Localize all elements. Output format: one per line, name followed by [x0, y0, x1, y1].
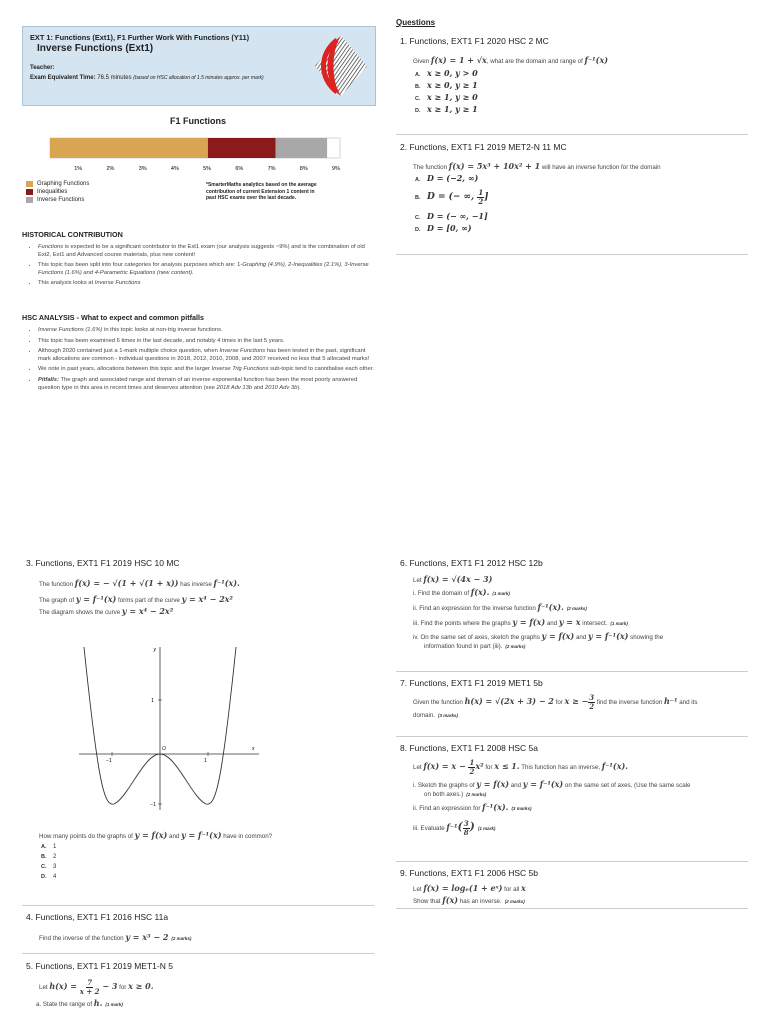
f1-functions-chart: [48, 134, 348, 178]
part-ii: [400, 802, 744, 814]
tick-label: 9%: [332, 166, 340, 172]
legend-label: Inequalities: [37, 189, 68, 195]
legend-label: Graphing Functions: [37, 181, 90, 187]
math: h.: [93, 998, 103, 1008]
text: Show that: [413, 898, 443, 905]
math: f⁻¹: [446, 822, 458, 833]
historical-bullet-2: [38, 262, 378, 277]
question-7: [400, 678, 744, 721]
legend-item: [26, 196, 89, 204]
question-show: [400, 895, 744, 907]
bullet-em: 2018 Adv 13b: [216, 384, 253, 391]
text: This function has an inverse,: [519, 764, 602, 772]
math: f(x).: [470, 587, 490, 597]
math: x ≥ −: [564, 696, 589, 707]
math: − 3: [99, 981, 118, 992]
option-a[interactable]: [400, 173, 744, 185]
text: and: [167, 833, 182, 840]
option-letter: C.: [415, 215, 421, 221]
historical-bullet-1: [38, 244, 378, 259]
option-text: x ≥ 1, y ≥ 1: [427, 104, 478, 114]
bullet-em: Inverse Trig Functions: [211, 366, 269, 373]
text: i. Sketch the graphs of: [413, 782, 477, 789]
math: y = f(x): [512, 617, 546, 627]
divider: [396, 908, 748, 909]
text: for: [117, 984, 129, 992]
option-letter: A.: [415, 177, 421, 183]
questions-title: Questions: [396, 18, 436, 27]
divider: [396, 861, 748, 862]
course-line: EXT 1: Functions (Ext1), F1 Further Work With Functions (Y11): [30, 33, 250, 42]
math: y = f⁻¹(x): [75, 594, 117, 604]
question-heading: 6. Functions, EXT1 F1 2012 HSC 12b: [400, 558, 543, 568]
text: iii. Evaluate: [413, 825, 447, 833]
mark-allocation: (2 marks): [466, 792, 487, 797]
axis-label-y: y: [153, 647, 156, 653]
quartic-graph: [74, 642, 264, 812]
page-title: Inverse Functions (Ext1): [37, 43, 154, 54]
option-a[interactable]: [415, 68, 744, 80]
axis-label-x: x: [252, 746, 255, 752]
option-text: x ≥ 1, y ≥ 0: [427, 92, 478, 102]
math: f(x) = x −: [423, 761, 469, 772]
mark-allocation: (2 marks): [505, 644, 526, 649]
math: y = x⁴ − 2x²: [181, 594, 233, 604]
question-3-ask: [39, 830, 369, 882]
question-1: [400, 36, 744, 116]
option-text: D = (−2, ∞): [427, 173, 479, 183]
option-letter: B.: [415, 195, 421, 202]
text: has an inverse.: [458, 898, 502, 905]
denominator: 2: [469, 767, 475, 776]
tick-label-neg1: −1: [106, 758, 112, 764]
denominator: 2: [589, 702, 595, 711]
legend-swatch: [26, 197, 33, 203]
bullet-em: Pitfalls:: [38, 376, 59, 383]
text: for all: [502, 886, 521, 893]
tick-label: 1%: [74, 166, 83, 172]
option-c[interactable]: [41, 862, 369, 872]
text: and: [545, 620, 559, 627]
math: y = f⁻¹(x): [587, 631, 629, 641]
option-text: D = (− ∞, −1]: [427, 211, 488, 221]
text: , what are the domain and range of: [486, 58, 585, 65]
option-d[interactable]: [400, 223, 744, 235]
text: iii. Find the points where the graphs: [413, 620, 513, 627]
fraction: [463, 820, 470, 837]
bullet-text: is expected to be a significant contributor to the Ext1 exam (our analysis suggests ~9%) and is the combination of old Ext2, Ext1 and Advanced course materials, plus new content!: [38, 244, 365, 258]
math: y = f⁻¹(x): [181, 830, 222, 840]
math: y = f⁻¹(x): [522, 779, 564, 789]
text: iv. On the same set of axes, sketch the graphs: [413, 634, 542, 641]
question-stem: [26, 979, 370, 996]
bullet-em: Inverse Functions: [219, 348, 266, 355]
analysis-bullet-1: [38, 327, 378, 335]
text: for: [553, 699, 565, 707]
question-heading: 1. Functions, EXT1 F1 2020 HSC 2 MC: [400, 36, 549, 46]
tick-label: 5%: [203, 166, 212, 172]
math: f⁻¹(x): [584, 55, 609, 65]
tick-label: 8%: [299, 166, 308, 172]
mark-allocation: (1 mark): [105, 1002, 123, 1007]
option-text: ]: [484, 192, 489, 203]
mark-allocation: (2 marks): [504, 899, 525, 904]
legend-item: [26, 188, 89, 196]
analysis-bullet-2: [38, 338, 378, 346]
mark-allocation: (3 marks): [438, 713, 459, 718]
stem-line-2: [26, 594, 370, 606]
text: and: [509, 782, 523, 789]
bullet-text: in this topic looks at non-trig inverse functions.: [102, 327, 223, 333]
question-heading: 2. Functions, EXT1 F1 2019 MET2-N 11 MC: [400, 142, 567, 152]
question-3: [26, 558, 370, 618]
math: y = x⁴ − 2x²: [121, 606, 174, 616]
divider: [22, 905, 374, 906]
question-heading: 3. Functions, EXT1 F1 2019 HSC 10 MC: [26, 558, 180, 568]
text: Let: [413, 886, 424, 893]
tick-label: 2%: [106, 166, 115, 172]
question-2: [400, 142, 744, 235]
historical-list: [28, 244, 378, 291]
part-i: [400, 587, 744, 599]
text: will have an inverse function for the domain: [540, 164, 661, 171]
part-iv: [400, 632, 744, 651]
denominator: 2: [478, 197, 484, 206]
option-text: x ≥ 0, y > 0: [427, 68, 478, 78]
text: Given: [413, 58, 431, 65]
text: have in common?: [221, 833, 273, 840]
stem-line-1: [26, 578, 370, 590]
question-ask: [39, 830, 369, 842]
math: f⁻¹(x).: [601, 761, 629, 772]
exam-value: 76.5 minutes: [97, 75, 132, 81]
bullet-text: We note in past years, allocations between this topic and the larger: [38, 366, 212, 373]
tick-label-yneg1: −1: [150, 802, 156, 808]
chart-note: *SmarterMaths analytics based on the average contribution of current Extension 1 content in past HSC exams over the last decade.: [206, 182, 317, 201]
historical-heading: HISTORICAL CONTRIBUTION: [22, 230, 123, 239]
option-letter: B.: [415, 84, 421, 90]
question-stem: [400, 759, 744, 776]
text: domain.: [413, 712, 436, 719]
option-letter: A.: [41, 844, 47, 850]
chart-title: F1 Functions: [170, 116, 226, 126]
text: i. Find the domain of: [413, 590, 471, 597]
question-heading: 7. Functions, EXT1 F1 2019 MET1 5b: [400, 678, 543, 688]
text: a. State the range of: [36, 1001, 94, 1008]
paren: (: [457, 820, 463, 834]
legend-label: Inverse Functions: [37, 197, 85, 203]
stem-line-3: [26, 606, 370, 618]
text: intersect.: [580, 620, 608, 627]
bullet-text: and: [252, 384, 265, 391]
mark-allocation: (1 mark): [477, 826, 496, 832]
tick-label-1: 1: [204, 758, 207, 764]
question-heading: 8. Functions, EXT1 F1 2008 HSC 5a: [400, 743, 538, 753]
legend-swatch: [26, 181, 33, 187]
part-iii: [400, 617, 744, 629]
question-heading: 9. Functions, EXT1 F1 2006 HSC 5b: [400, 868, 538, 878]
math: f(x) = √(4x − 3): [423, 574, 493, 584]
header-box: [22, 26, 376, 106]
question-stem: [400, 694, 744, 711]
analysis-bullet-4: [38, 366, 378, 374]
question-heading: 5. Functions, EXT1 F1 2019 MET1-N 5: [26, 961, 173, 971]
math: y = f(x): [134, 830, 168, 840]
option-letter: B.: [41, 854, 47, 860]
question-8: [400, 743, 744, 837]
option-c[interactable]: [415, 92, 744, 104]
bullet-em: Inverse Functions: [94, 280, 141, 287]
tick-label-y1: 1: [151, 698, 154, 704]
text: on both axes.): [424, 791, 464, 798]
text: Given the function: [413, 699, 465, 707]
text: The function: [413, 164, 449, 171]
tick-label: 3%: [138, 166, 147, 172]
math: x ≤ 1.: [494, 761, 520, 772]
paren: ): [469, 820, 475, 834]
fraction: [80, 979, 100, 996]
math: y = f(x): [541, 631, 575, 641]
math: f⁻¹(x).: [537, 602, 564, 612]
question-6: [400, 558, 744, 651]
text: has inverse: [178, 581, 214, 588]
page-2: [0, 512, 768, 1024]
math: f(x) = − √(1 + √(1 + x)): [74, 578, 179, 588]
option-text: 4: [53, 874, 57, 880]
bullet-em: Graphing (4.9%), 2-Inequalities (2.1%), 3-Inverse Functions (1.6%) and 4-Parametric Equations (new content).: [38, 262, 369, 276]
option-letter: A.: [415, 72, 421, 78]
option-a[interactable]: [41, 842, 369, 852]
question-stem-cont: [400, 711, 744, 721]
option-list: [400, 68, 744, 116]
math: x ≥ 0.: [128, 981, 154, 992]
math: y = x: [558, 617, 581, 627]
option-letter: C.: [415, 96, 421, 102]
option-text: 3: [53, 864, 57, 870]
bullet-text: This analysis looks at: [38, 280, 95, 287]
option-list: [39, 842, 369, 882]
divider: [396, 134, 748, 135]
option-b[interactable]: [415, 80, 744, 92]
bullet-text: Although 2020 contained just a 1-mark multiple choice question, when: [38, 348, 220, 355]
math: x²: [475, 761, 484, 772]
logo-icon: [311, 30, 371, 102]
text: information found in part (iii).: [424, 643, 503, 650]
math: y = f(x): [476, 779, 509, 789]
option-text: D = [0, ∞): [427, 223, 472, 233]
text: find the inverse function: [595, 699, 664, 707]
text: The graph of: [39, 597, 76, 604]
bullet-em: 2010 Adv 3b: [265, 384, 298, 391]
option-text: x ≥ 0, y ≥ 1: [427, 80, 478, 90]
part-i: [400, 780, 744, 799]
part-iii: [400, 820, 744, 837]
text: and its: [677, 699, 698, 707]
divider: [396, 671, 748, 672]
text: for: [483, 764, 495, 772]
text: How many points do the graphs of: [39, 833, 135, 840]
question-9: [400, 868, 744, 907]
mark-allocation: (3 marks): [511, 806, 532, 811]
bar-segment: [50, 138, 208, 158]
text: The function: [39, 581, 75, 588]
question-5: [26, 961, 370, 1010]
text: Let: [413, 577, 424, 584]
text: showing the: [628, 634, 664, 641]
option-text: 1: [53, 844, 57, 850]
bar-segment: [276, 138, 328, 158]
bullet-text: This topic has been examined 6 times in the last decade, and notably 4 times in the last 5 years.: [38, 337, 285, 344]
option-letter: D.: [415, 227, 421, 233]
tick-label: 4%: [170, 166, 179, 172]
math: f(x) = logₑ(1 + eˣ): [423, 883, 503, 893]
bullet-text: sub-topic tend to cannibalise each other.: [268, 366, 374, 373]
bullet-text: ).: [297, 384, 301, 391]
question-stem: [400, 161, 744, 173]
math: f(x) = 1 + √x: [430, 55, 487, 65]
part-a: [26, 998, 370, 1010]
denominator: x + 2: [79, 987, 100, 996]
mark-allocation: (2 marks): [171, 936, 192, 941]
math: x: [521, 883, 526, 893]
text: The diagram shows the curve: [39, 609, 122, 616]
math: y = x³ − 2: [125, 932, 169, 942]
math: f⁻¹(x).: [213, 578, 240, 588]
text: forms part of the curve: [116, 597, 182, 604]
bullet-em: Functions: [38, 244, 64, 250]
math: h(x) =: [49, 981, 80, 992]
legend-swatch: [26, 189, 33, 195]
bullet-em: Inverse Functions (1.6%): [38, 327, 103, 333]
text: Find the inverse of the function: [39, 935, 126, 942]
option-d[interactable]: [41, 872, 369, 882]
question-stem: [400, 574, 744, 586]
option-d[interactable]: [415, 104, 744, 116]
numerator: 1: [478, 188, 484, 197]
text: ii. Find an expression for the inverse function: [413, 605, 538, 612]
analysis-bullet-3: [38, 348, 378, 363]
analysis-list: [28, 327, 378, 395]
option-b[interactable]: [41, 852, 369, 862]
bullet-text: has been tested in the past, significant mark allocations are common - individual questions in 2018, 2012, 2010, 2008, and 2007 received no less that 5 allocated marks!: [38, 348, 370, 362]
math: f⁻¹(x).: [482, 802, 509, 812]
option-letter: D.: [415, 108, 421, 114]
math: h⁻¹: [663, 696, 678, 707]
question-4: [26, 912, 370, 944]
tick-label: 6%: [235, 166, 244, 172]
numerator: 1: [469, 758, 475, 767]
math: f(x): [442, 895, 459, 905]
exam-label: Exam Equivalent Time:: [30, 75, 96, 81]
numerator: 3: [463, 819, 469, 828]
question-heading: 4. Functions, EXT1 F1 2016 HSC 11a: [26, 912, 169, 922]
question-stem: [400, 883, 744, 895]
option-c[interactable]: [400, 211, 744, 223]
mark-allocation: (1 mark): [610, 621, 628, 626]
text: ii. Find an expression for: [413, 805, 483, 812]
option-text: 2: [53, 854, 57, 860]
divider: [22, 953, 374, 954]
option-b[interactable]: [400, 189, 744, 206]
exam-time: [30, 74, 300, 82]
question-stem: [400, 55, 744, 67]
denominator: 8: [463, 828, 469, 837]
mark-allocation: (2 marks): [566, 606, 587, 611]
historical-bullet-3: [38, 280, 378, 288]
divider: [396, 736, 748, 737]
text: Let: [413, 764, 424, 772]
question-stem: [26, 932, 370, 944]
option-text: D = (− ∞,: [427, 192, 478, 203]
divider: [396, 254, 748, 255]
option-letter: D.: [41, 874, 47, 880]
bar-segment: [208, 138, 276, 158]
mark-allocation: (1 mark): [492, 591, 510, 596]
legend-item: [26, 180, 89, 188]
text: Let: [39, 984, 50, 992]
option-letter: C.: [41, 864, 47, 870]
text: on the same set of axes. (Use the same scale: [563, 782, 691, 789]
chart-legend: [26, 180, 89, 204]
bullet-text: The graph and associated range and domain of an inverse exponential function has been the most poorly answered question type in this area in recent times and deserves attention (see: [38, 376, 358, 391]
part-ii: [400, 602, 744, 614]
exam-note: (based on HSC allocation of 1.5 minutes approx. per mark): [133, 75, 264, 81]
origin-label: O: [162, 746, 166, 752]
numerator: 7: [87, 978, 93, 987]
tick-label: 7%: [267, 166, 276, 172]
analysis-bullet-5: [38, 377, 378, 392]
math: f(x) = 5x³ + 10x² + 1: [448, 161, 541, 171]
analysis-heading: HSC ANALYSIS - What to expect and common pitfalls: [22, 313, 204, 322]
teacher-label: Teacher:: [30, 65, 55, 71]
bullet-text: This topic has been split into four categories for analysis purposes which are: 1-: [38, 262, 243, 269]
text: and: [574, 634, 588, 641]
numerator: 3: [589, 693, 595, 702]
math: h(x) = √(2x + 3) − 2: [464, 696, 554, 707]
